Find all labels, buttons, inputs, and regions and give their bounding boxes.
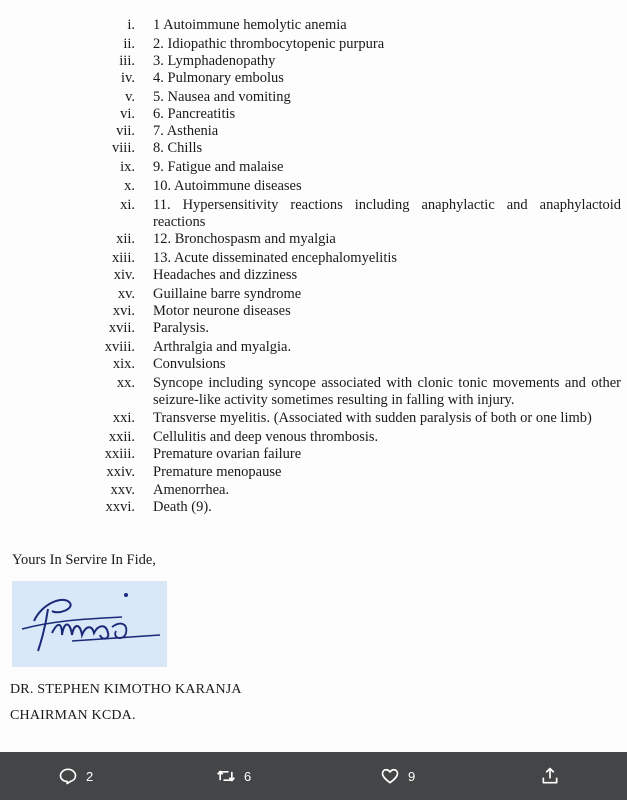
- list-item-number: x.: [124, 178, 135, 194]
- list-item-number: xiv.: [113, 267, 135, 283]
- signer-name: DR. STEPHEN KIMOTHO KARANJA: [10, 682, 242, 697]
- signature-scribble-icon: [12, 581, 167, 667]
- signer-title: CHAIRMAN KCDA.: [10, 708, 136, 723]
- retweet-icon: [216, 766, 236, 786]
- list-item-text: 4. Pulmonary embolus: [153, 70, 284, 86]
- reply-button[interactable]: [58, 765, 93, 787]
- list-item-number: xii.: [116, 231, 135, 247]
- list-item-text: Convulsions: [153, 356, 226, 372]
- list-item-number: xi.: [120, 197, 135, 213]
- like-count: 9: [408, 768, 416, 784]
- list-item-number: viii.: [112, 140, 135, 156]
- list-item-number: i.: [127, 17, 135, 33]
- list-item-number: xvii.: [108, 320, 135, 336]
- list-item-text: 5. Nausea and vomiting: [153, 89, 291, 105]
- list-item-text: Premature menopause: [153, 464, 282, 480]
- list-item-text: Paralysis.: [153, 320, 209, 336]
- list-item-text: 3. Lymphadenopathy: [153, 53, 276, 69]
- list-item-text: 11. Hypersensitivity reactions including anaphylactic and anaphylactoid reactions: [153, 197, 621, 230]
- list-item-text: Death (9).: [153, 499, 212, 515]
- list-item-text: Premature ovarian failure: [153, 446, 302, 462]
- share-button[interactable]: [540, 765, 560, 787]
- list-item-text: Arthralgia and myalgia.: [153, 339, 292, 355]
- retweet-count: 6: [244, 768, 252, 784]
- list-item-text: 12. Bronchospasm and myalgia: [153, 231, 336, 247]
- list-item-number: xv.: [117, 286, 135, 302]
- list-item-text: 10. Autoimmune diseases: [153, 178, 302, 194]
- list-item-text: 6. Pancreatitis: [153, 106, 236, 122]
- list-item-text: Guillaine barre syndrome: [153, 286, 302, 302]
- list-item-text: Headaches and dizziness: [153, 267, 298, 283]
- list-item-text: Motor neurone diseases: [153, 303, 291, 319]
- list-item-number: vi.: [120, 106, 135, 122]
- list-item-text: 1 Autoimmune hemolytic anemia: [153, 17, 347, 33]
- list-item-text: 2. Idiopathic thrombocytopenic purpura: [153, 36, 385, 52]
- list-item-number: iv.: [121, 70, 135, 86]
- list-item-number: xxvi.: [105, 499, 135, 515]
- list-item-text: 9. Fatigue and malaise: [153, 159, 284, 175]
- share-icon: [540, 766, 560, 786]
- closing-salutation: Yours In Servire In Fide,: [12, 552, 156, 568]
- list-item-text: Cellulitis and deep venous thrombosis.: [153, 429, 379, 445]
- reply-icon: [58, 766, 78, 786]
- list-item-number: xix.: [112, 356, 135, 372]
- like-button[interactable]: [380, 765, 415, 787]
- list-item-text: Syncope including syncope associated with clonic tonic movements and other seizure-like activity sometimes resulting in falling with injury.: [153, 375, 621, 408]
- list-item-number: xxiv.: [106, 464, 135, 480]
- list-item-number: iii.: [119, 53, 135, 69]
- list-item-number: xxv.: [110, 482, 135, 498]
- list-item-number: v.: [125, 89, 135, 105]
- list-item-number: xxi.: [112, 410, 135, 426]
- list-item-number: vii.: [116, 123, 135, 139]
- list-item-text: Transverse myelitis. (Associated with sudden paralysis of both or one limb): [153, 410, 592, 426]
- list-item-text: 8. Chills: [153, 140, 203, 156]
- list-item-number: xxiii.: [104, 446, 135, 462]
- list-item-number: ix.: [120, 159, 135, 175]
- tweet-action-bar: [0, 752, 627, 800]
- list-item-number: xviii.: [104, 339, 135, 355]
- retweet-button[interactable]: [216, 765, 251, 787]
- heart-icon: [380, 766, 400, 786]
- list-item-number: ii.: [123, 36, 135, 52]
- list-item-text: Amenorrhea.: [153, 482, 230, 498]
- reply-count: 2: [86, 768, 94, 784]
- list-item-number: xxii.: [108, 429, 135, 445]
- list-item-number: xiii.: [112, 250, 135, 266]
- list-item-text: 7. Asthenia: [153, 123, 219, 139]
- list-item-number: xvi.: [112, 303, 135, 319]
- list-item-number: xx.: [116, 375, 135, 391]
- list-item-text: 13. Acute disseminated encephalomyelitis: [153, 250, 398, 266]
- signature-image: [12, 581, 167, 667]
